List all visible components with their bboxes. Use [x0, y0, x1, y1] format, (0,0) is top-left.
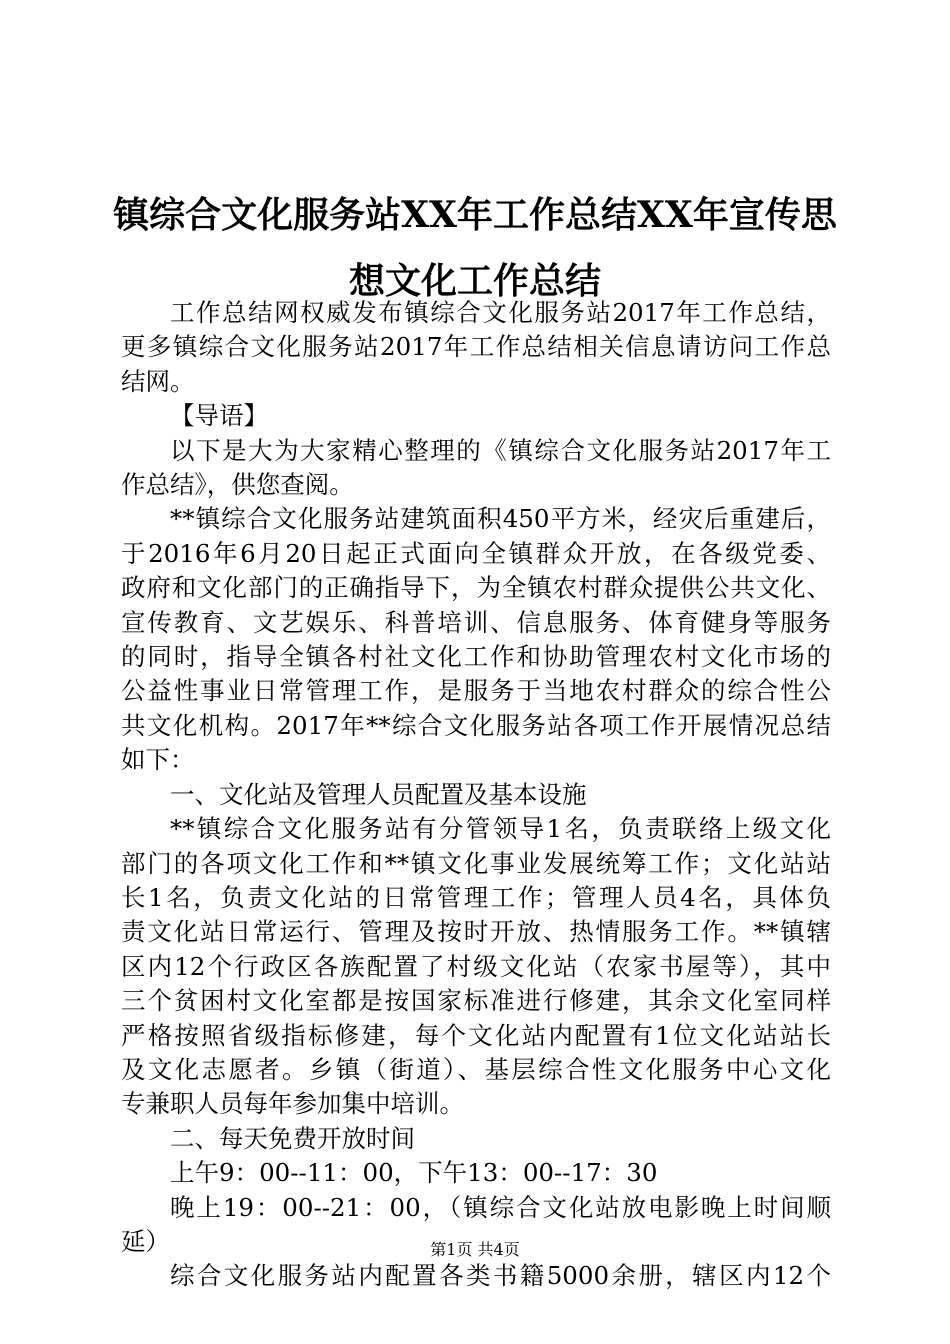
text-line: 作总结》，供您查阅。 [121, 470, 354, 500]
text-line: 【导语】 [170, 401, 268, 431]
text-line: 综合文化服务站内配置各类书籍5000余册，辖区内12个 [170, 1261, 831, 1291]
text-line: 共文化机构。2017年**综合文化服务站各项工作开展情况总结 [121, 710, 831, 740]
text-line: 于2016年6月20日起正式面向全镇群众开放，在各级党委、 [121, 538, 831, 568]
text-line: 三个贫困村文化室都是按国家标准进行修建，其余文化室同样 [121, 986, 831, 1016]
text-line: 工作总结网权威发布镇综合文化服务站2017年工作总结， [170, 298, 831, 327]
text-line: 上午9：00--11：00，下午13：00--17：30 [170, 1158, 658, 1188]
text-line: 长1名，负责文化站的日常管理工作；管理人员4名，具体负 [121, 882, 831, 912]
text-line: 区内12个行政区各族配置了村级文化站（农家书屋等），其中 [121, 951, 831, 981]
text-line: 晚上19：00--21：00，（镇综合文化站放电影晚上时间顺 [170, 1192, 831, 1222]
title-line-1: 镇综合文化服务站XX年工作总结XX年宣传思 [113, 194, 837, 236]
text-line: 以下是大为大家精心整理的《镇综合文化服务站2017年工 [170, 435, 831, 465]
text-line: 政府和文化部门的正确指导下，为全镇农村群众提供公共文化、 [121, 573, 831, 603]
text-line: **镇综合文化服务站建筑面积450平方米，经灾后重建后， [170, 504, 831, 534]
text-line: 专兼职人员每年参加集中培训。 [121, 1089, 464, 1119]
text-line: 更多镇综合文化服务站2017年工作总结相关信息请访问工作总 [121, 332, 831, 362]
document-title [100, 182, 850, 314]
text-line: 部门的各项文化工作和**镇文化事业发展统筹工作；文化站站 [121, 848, 831, 878]
text-line: 及文化志愿者。乡镇（街道）、基层综合性文化服务中心文化 [121, 1054, 831, 1084]
page-footer: 第1页 共4页 [430, 1240, 520, 1259]
text-line: 严格按照省级指标修建，每个文化站内配置有1位文化站站长 [121, 1020, 831, 1050]
text-line: **镇综合文化服务站有分管领导1名，负责联络上级文化 [170, 814, 831, 844]
text-line: 如下： [121, 745, 195, 775]
text-line: 一、文化站及管理人员配置及基本设施 [170, 779, 587, 809]
document-body [121, 296, 831, 1294]
text-line: 宣传教育、文艺娱乐、科普培训、信息服务、体育健身等服务 [121, 607, 831, 637]
text-line: 的同时，指导全镇各村社文化工作和协助管理农村文化市场的 [121, 642, 831, 672]
title-line-2: 想文化工作总结 [348, 260, 601, 302]
text-line: 公益性事业日常管理工作，是服务于当地农村群众的综合性公 [121, 676, 831, 706]
text-line: 结网。 [121, 366, 195, 396]
text-line: 延） [121, 1226, 170, 1256]
text-line: 责文化站日常运行、管理及按时开放、热情服务工作。**镇辖 [121, 917, 831, 947]
text-line: 二、每天免费开放时间 [170, 1123, 415, 1153]
